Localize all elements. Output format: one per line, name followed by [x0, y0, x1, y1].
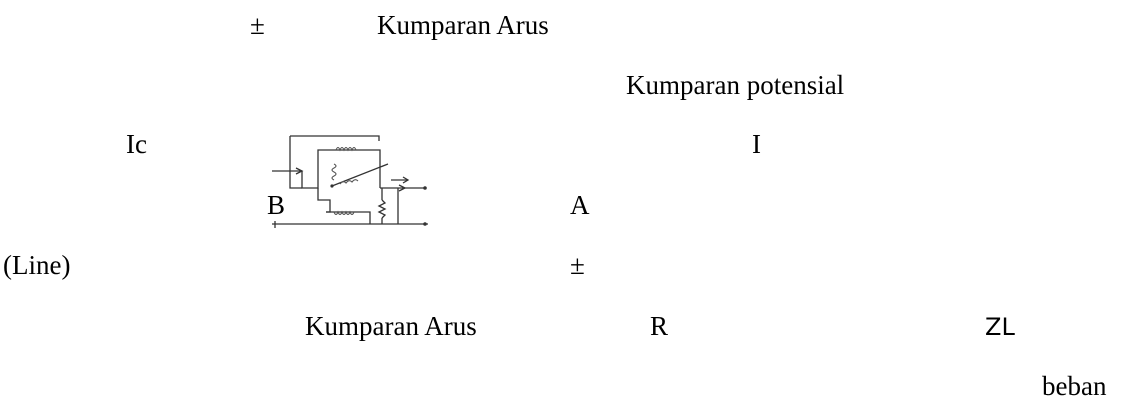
- plus-minus-top: ±: [250, 10, 265, 40]
- label-kumparan-potensial: Kumparan potensial: [626, 70, 845, 100]
- left-frame: [290, 136, 302, 188]
- pointer-tip: [330, 184, 333, 187]
- label-beban: beban: [1042, 371, 1107, 401]
- label-ic: Ic: [126, 129, 147, 159]
- wattmeter-schematic: [258, 128, 430, 232]
- label-a: A: [570, 190, 590, 220]
- label-line: (Line): [3, 250, 71, 280]
- label-zl: ZL: [985, 313, 1015, 341]
- terminal-top-right: [423, 186, 427, 190]
- terminal-bottom-right: [423, 222, 427, 226]
- shunt-resistor: [379, 200, 385, 218]
- potential-coil: [332, 164, 336, 180]
- label-kumparan-arus-bottom: Kumparan Arus: [305, 311, 477, 341]
- lower-step: [318, 188, 330, 212]
- label-r: R: [650, 311, 669, 341]
- label-b: B: [267, 190, 286, 220]
- label-i: I: [752, 129, 761, 159]
- top-rail: [290, 136, 379, 141]
- label-kumparan-arus-top: Kumparan Arus: [377, 10, 549, 40]
- plus-minus-mid: ±: [570, 250, 585, 280]
- lower-coil-lead: [326, 212, 370, 224]
- potential-coil-2: [340, 180, 358, 184]
